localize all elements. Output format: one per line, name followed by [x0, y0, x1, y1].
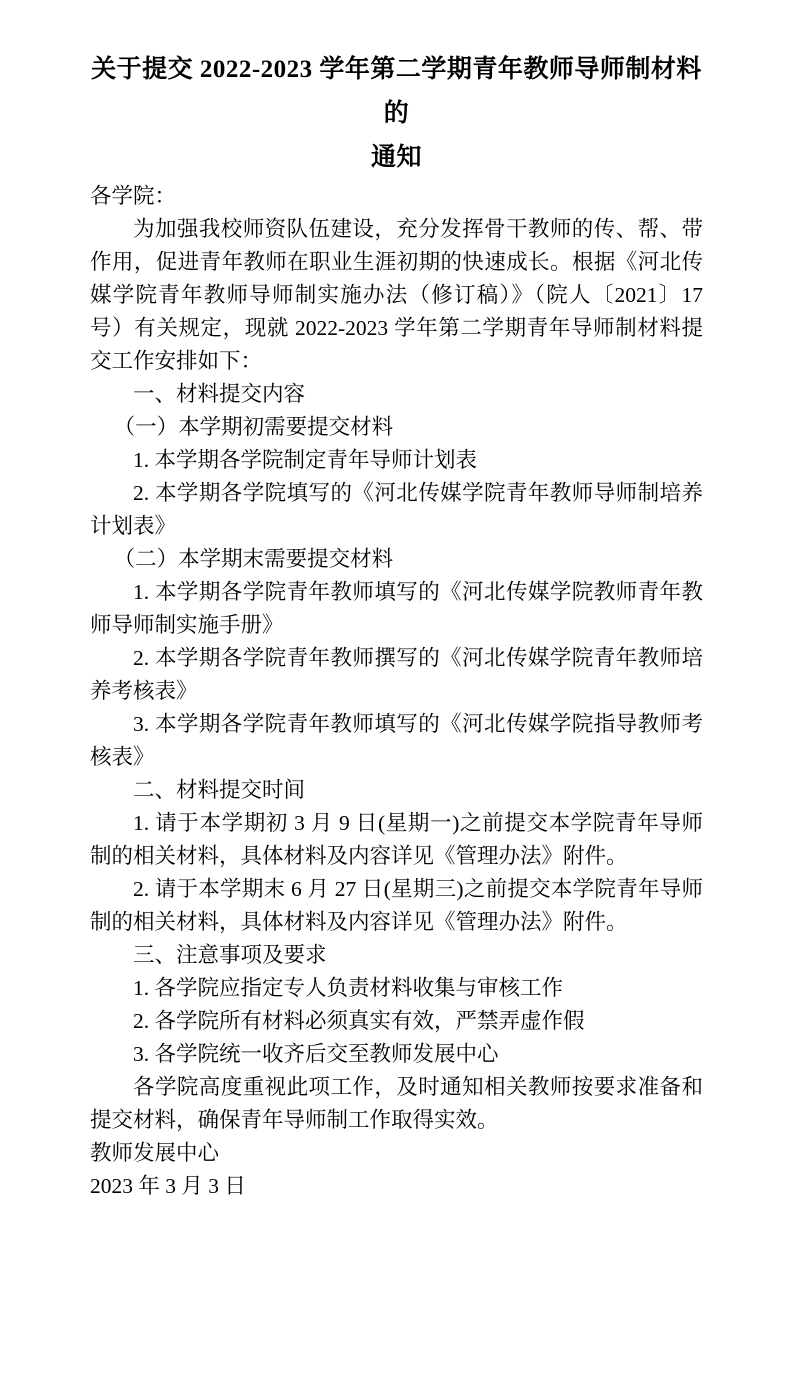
section-3-heading: 三、注意事项及要求	[133, 943, 327, 967]
document-title-line-1: 关于提交 2022-2023 学年第二学期青年教师导师制材料的	[91, 56, 702, 127]
section-1-sub-1-item-2: 2. 本学期各学院填写的《河北传媒学院青年教师导师制培养计划表》	[90, 481, 703, 538]
section-1-heading: 一、材料提交内容	[133, 382, 306, 406]
document-title	[90, 48, 703, 180]
section-1-sub-2-item-3: 3. 本学期各学院青年教师填写的《河北传媒学院指导教师考核表》	[90, 712, 703, 769]
section-3-item-1: 1. 各学院应指定专人负责材料收集与审核工作	[133, 976, 564, 1000]
section-2-item-1: 1. 请于本学期初 3 月 9 日(星期一)之前提交本学院青年导师制的相关材料，具体材料及内容详见《管理办法》附件。	[90, 811, 703, 868]
section-1-sub-2-heading: （二）本学期末需要提交材料	[113, 547, 394, 571]
section-1-sub-1-heading: （一）本学期初需要提交材料	[113, 415, 394, 439]
salutation: 各学院：	[90, 184, 177, 208]
signature-date: 2023 年 3 月 3 日	[90, 1174, 246, 1198]
section-2-item-2: 2. 请于本学期末 6 月 27 日(星期三)之前提交本学院青年导师制的相关材料，具体材料及内容详见《管理办法》附件。	[90, 877, 703, 934]
section-1-sub-2-item-1: 1. 本学期各学院青年教师填写的《河北传媒学院教师青年教师导师制实施手册》	[90, 580, 703, 637]
section-2-heading: 二、材料提交时间	[133, 778, 306, 802]
document-title-line-2: 通知	[370, 144, 422, 171]
section-3-item-3: 3. 各学院统一收齐后交至教师发展中心	[133, 1042, 499, 1066]
intro-paragraph: 为加强我校师资队伍建设，充分发挥骨干教师的传、帮、带作用，促进青年教师在职业生涯初期的快速成长。根据《河北传媒学院青年教师导师制实施办法（修订稿）》（院人〔2021〕17 号）有关规定，现就 2022-2023 学年第二学期青年导师制材料提交工作安排如下：	[90, 217, 703, 373]
closing-paragraph: 各学院高度重视此项工作，及时通知相关教师按要求准备和提交材料，确保青年导师制工作取得实效。	[90, 1075, 703, 1132]
signature-organization: 教师发展中心	[90, 1141, 220, 1165]
section-1-sub-1-item-1: 1. 本学期各学院制定青年导师计划表	[133, 448, 478, 472]
section-1-sub-2-item-2: 2. 本学期各学院青年教师撰写的《河北传媒学院青年教师培养考核表》	[90, 646, 703, 703]
section-3-item-2: 2. 各学院所有材料必须真实有效，严禁弄虚作假	[133, 1009, 585, 1033]
